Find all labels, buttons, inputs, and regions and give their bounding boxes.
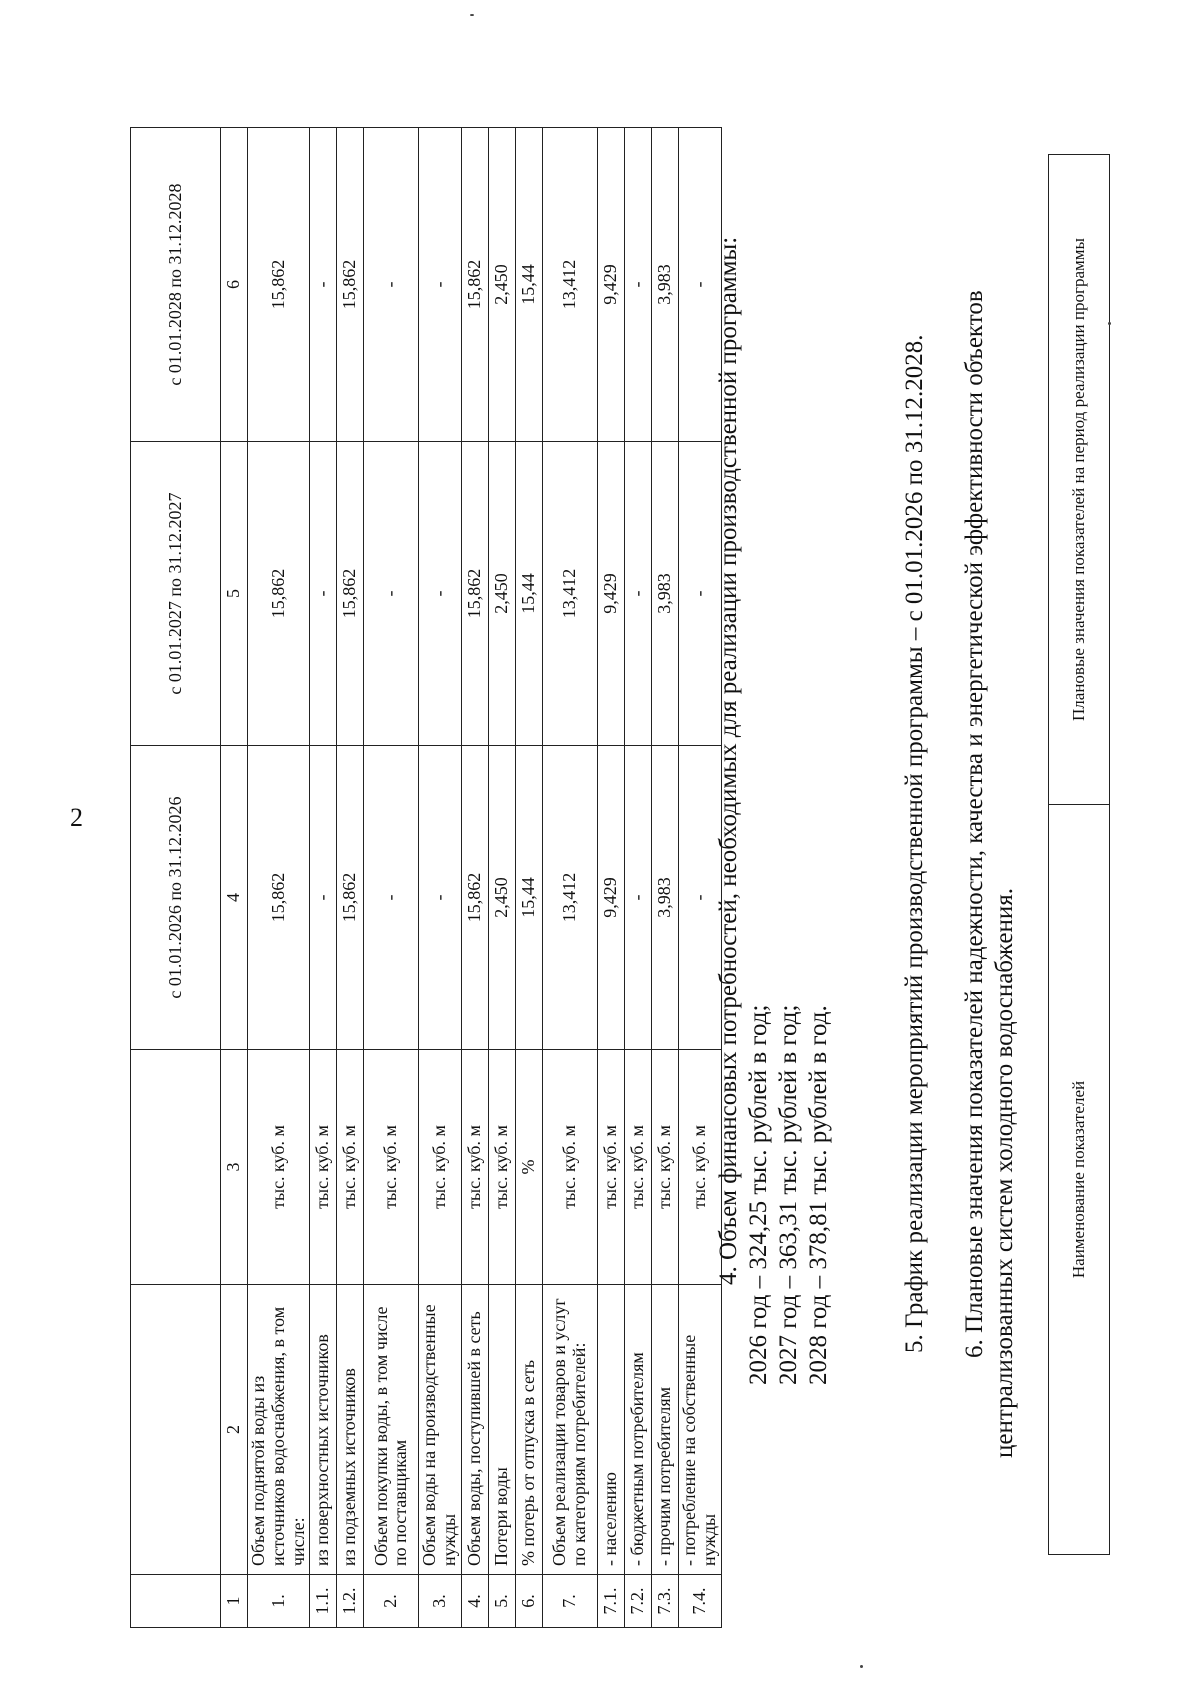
row-number: 1.1. [310, 1575, 337, 1628]
table-row [542, 128, 597, 1628]
value-2027: 2,450 [488, 442, 515, 746]
row-name: % потерь от отпуска в сеть [515, 1285, 542, 1575]
row-number: 7.2. [624, 1575, 651, 1628]
value-2026: 2,450 [488, 746, 515, 1050]
row-number: 3. [419, 1575, 462, 1628]
table-row [364, 128, 419, 1628]
row-number: 7. [542, 1575, 597, 1628]
row-number: 4. [461, 1575, 488, 1628]
row-name: Объем поднятой воды из источников водоснабжения, в том числе: [248, 1285, 310, 1575]
row-unit: тыс. куб. м [597, 1050, 624, 1285]
row-unit: тыс. куб. м [651, 1050, 678, 1285]
section-4-heading: 4. Объем финансовых потребностей, необходимых для реализации производственной программы: [715, 236, 742, 1285]
column-header: с 01.01.2028 по 31.12.2028 [131, 128, 221, 442]
table-row [248, 128, 310, 1628]
row-unit: тыс. куб. м [461, 1050, 488, 1285]
row-unit: тыс. куб. м [419, 1050, 462, 1285]
row-name: Потери воды [488, 1285, 515, 1575]
indicators-values-header: Плановые значения показателей на период реализации программы [1049, 155, 1110, 805]
table-row [651, 128, 678, 1628]
value-2028: 15,862 [461, 128, 488, 442]
value-2028: - [310, 128, 337, 442]
row-unit: тыс. куб. м [337, 1050, 364, 1285]
production-table [130, 127, 722, 1628]
value-2026: 15,862 [461, 746, 488, 1050]
column-header: с 01.01.2026 по 31.12.2026 [131, 746, 221, 1050]
row-unit: тыс. куб. м [364, 1050, 419, 1285]
column-number: 6 [221, 128, 248, 442]
section-6 [960, 158, 1020, 1458]
table-header-row [131, 128, 221, 1628]
value-2026: - [364, 746, 419, 1050]
row-number: 2. [364, 1575, 419, 1628]
table-row [337, 128, 364, 1628]
column-header [131, 1050, 221, 1285]
value-2027: - [364, 442, 419, 746]
value-2027: 13,412 [542, 442, 597, 746]
row-name: - потребление на собственные нужды [678, 1285, 721, 1575]
table-row [461, 128, 488, 1628]
value-2026: 13,412 [542, 746, 597, 1050]
indicators-name-header: Наименование показателей [1049, 805, 1110, 1555]
row-unit: тыс. куб. м [488, 1050, 515, 1285]
value-2028: 15,44 [515, 128, 542, 442]
section-4-line: 2028 год – 378,81 тыс. рублей в год. [805, 1005, 832, 1385]
value-2026: 15,862 [337, 746, 364, 1050]
column-header: с 01.01.2027 по 31.12.2027 [131, 442, 221, 746]
value-2027: 9,429 [597, 442, 624, 746]
value-2027: 15,862 [337, 442, 364, 746]
column-number: 3 [221, 1050, 248, 1285]
value-2028: 13,412 [542, 128, 597, 442]
table-row [624, 128, 651, 1628]
row-unit: % [515, 1050, 542, 1285]
value-2027: 3,983 [651, 442, 678, 746]
scan-speck [470, 14, 474, 16]
value-2028: 2,450 [488, 128, 515, 442]
value-2028: - [678, 128, 721, 442]
row-unit: тыс. куб. м [678, 1050, 721, 1285]
value-2028: - [624, 128, 651, 442]
row-number: 1. [248, 1575, 310, 1628]
column-header [131, 1285, 221, 1575]
value-2028: 15,862 [337, 128, 364, 442]
row-name: Объем воды, поступившей в сеть [461, 1285, 488, 1575]
row-name: из подземных источников [337, 1285, 364, 1575]
value-2028: - [364, 128, 419, 442]
value-2026: - [678, 746, 721, 1050]
value-2026: - [310, 746, 337, 1050]
row-name: Объем реализации товаров и услуг по категориям потребителей: [542, 1285, 597, 1575]
value-2026: - [419, 746, 462, 1050]
table-row [515, 128, 542, 1628]
section-4-line: 2026 год – 324,25 тыс. рублей в год; [745, 1004, 772, 1385]
column-number: 1 [221, 1575, 248, 1628]
table-row [488, 128, 515, 1628]
value-2026: 9,429 [597, 746, 624, 1050]
column-number: 2 [221, 1285, 248, 1575]
row-unit: тыс. куб. м [310, 1050, 337, 1285]
row-number: 6. [515, 1575, 542, 1628]
section-5: 5. График реализации мероприятий производственной программы – с 01.01.2026 по 31.12.2028. [901, 334, 928, 1353]
value-2027: 15,862 [461, 442, 488, 746]
row-unit: тыс. куб. м [248, 1050, 310, 1285]
value-2028: 9,429 [597, 128, 624, 442]
value-2028: - [419, 128, 462, 442]
scan-speck [860, 1665, 863, 1668]
row-name: из поверхностных источников [310, 1285, 337, 1575]
row-number: 7.3. [651, 1575, 678, 1628]
table-row [419, 128, 462, 1628]
row-name: - бюджетным потребителям [624, 1285, 651, 1575]
value-2027: - [678, 442, 721, 746]
column-number: 4 [221, 746, 248, 1050]
indicators-header-row [1049, 155, 1110, 1555]
row-unit: тыс. куб. м [624, 1050, 651, 1285]
indicators-table [1048, 154, 1110, 1555]
table-row [310, 128, 337, 1628]
section-4 [714, 237, 834, 1385]
page-number: 2 [70, 803, 83, 832]
value-2027: - [310, 442, 337, 746]
section-4-line: 2027 год – 363,31 тыс. рублей в год; [775, 1004, 802, 1385]
table-row [597, 128, 624, 1628]
value-2027: 15,44 [515, 442, 542, 746]
value-2026: 15,862 [248, 746, 310, 1050]
value-2027: 15,862 [248, 442, 310, 746]
value-2026: 3,983 [651, 746, 678, 1050]
column-header [131, 1575, 221, 1628]
row-name: - населению [597, 1285, 624, 1575]
row-number: 5. [488, 1575, 515, 1628]
section-6-text: 6. Плановые значения показателей надежности, качества и энергетической эффективности объектов централизованных систем холодного водоснабжения. [961, 290, 1018, 1458]
value-2028: 3,983 [651, 128, 678, 442]
column-number: 5 [221, 442, 248, 746]
row-name: - прочим потребителям [651, 1285, 678, 1575]
row-name: Объем воды на производственные нужды [419, 1285, 462, 1575]
row-unit: тыс. куб. м [542, 1050, 597, 1285]
row-name: Объем покупки воды, в том числе по поставщикам [364, 1285, 419, 1575]
column-number-row [221, 128, 248, 1628]
row-number: 1.2. [337, 1575, 364, 1628]
value-2026: 15,44 [515, 746, 542, 1050]
row-number: 7.4. [678, 1575, 721, 1628]
row-number: 7.1. [597, 1575, 624, 1628]
scan-speck [1108, 322, 1111, 325]
value-2027: - [419, 442, 462, 746]
value-2027: - [624, 442, 651, 746]
value-2026: - [624, 746, 651, 1050]
value-2028: 15,862 [248, 128, 310, 442]
